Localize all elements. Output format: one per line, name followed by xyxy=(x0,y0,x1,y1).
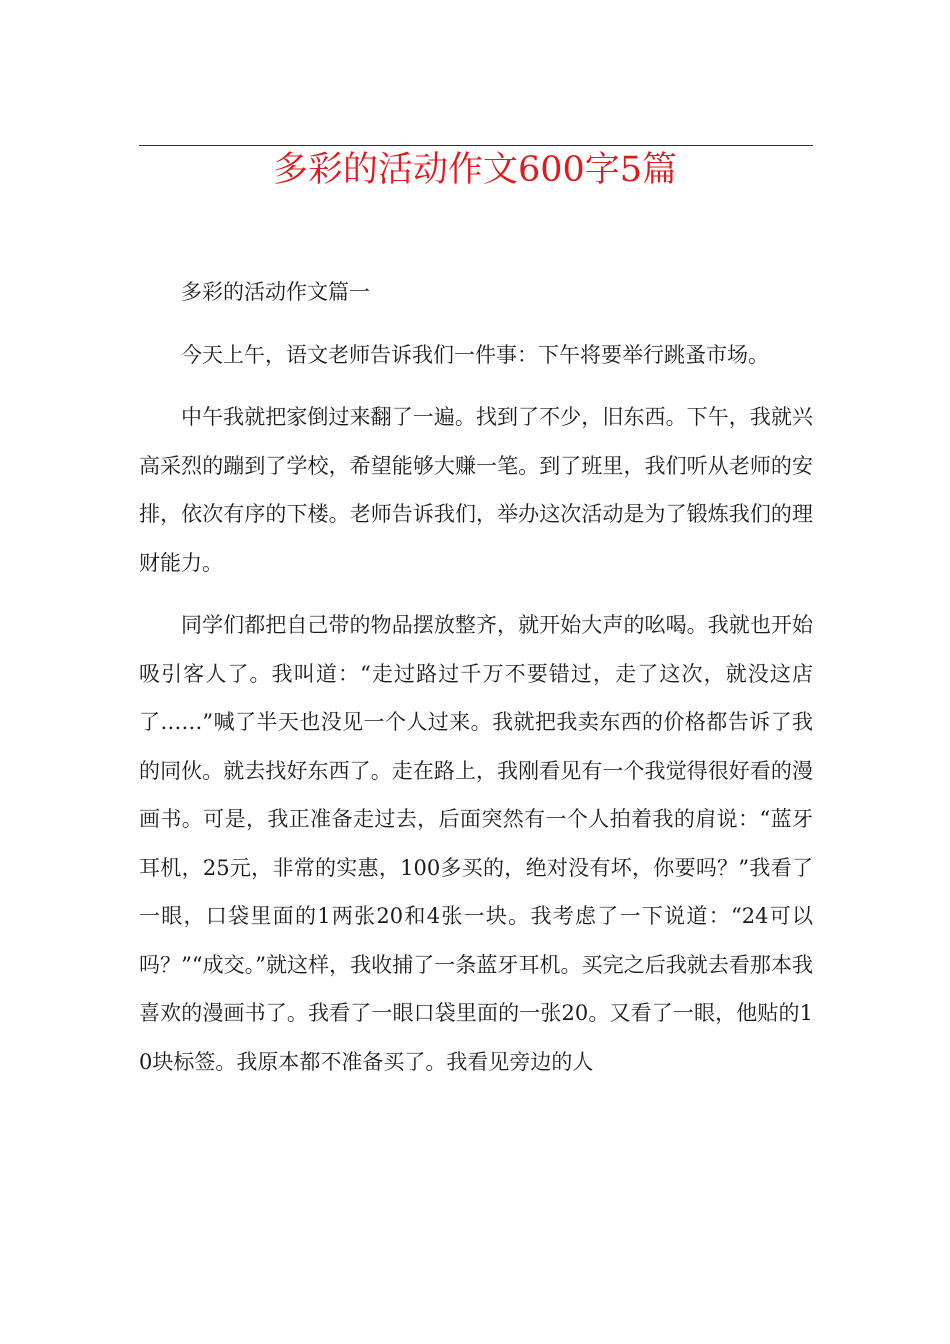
paragraph: 中午我就把家倒过来翻了一遍。找到了不少，旧东西。下午，我就兴高采烈的蹦到了学校，希望能够大赚一笔。到了班里，我们听从老师的安排，依次有序的下楼。老师告诉我们，举办这次活动是为了锻炼我们的理财能力。 xyxy=(139,405,813,575)
paragraph-gap xyxy=(139,379,813,393)
section-heading: 多彩的活动作文篇一 xyxy=(181,280,370,304)
paragraph: 同学们都把自己带的物品摆放整齐，就开始大声的吆喝。我就也开始吸引客人了。我叫道：“走过路过千万不要错过，走了这次，就没这店了……”喊了半天也没见一个人过来。我就把我卖东西的价格都告诉了我的同伙。就去找好东西了。走在路上，我刚看见有一个我觉得很好看的漫画书。可是，我正准备走过去，后面突然有一个人拍着我的肩说：“蓝牙耳机，25元，非常的实惠，100多买的，绝对没有坏，你要吗？”我看了一眼，口袋里面的1两张20和4张一块。我考虑了一下说道：“24可以吗？”“成交。”就这样，我收捕了一条蓝牙耳机。买完之后我就去看那本我喜欢的漫画书了。我看了一眼口袋里面的一张20。又看了一眼，他贴的10块标签。我原本都不准备买了。我看见旁边的人 xyxy=(139,613,813,1074)
paragraph-gap xyxy=(139,587,813,601)
document-title: 多彩的活动作文600字5篇 xyxy=(272,150,678,190)
paragraph-gap xyxy=(139,317,813,331)
document-body xyxy=(139,268,813,1086)
paragraph: 今天上午，语文老师告诉我们一件事：下午将要举行跳蚤市场。 xyxy=(181,342,769,367)
